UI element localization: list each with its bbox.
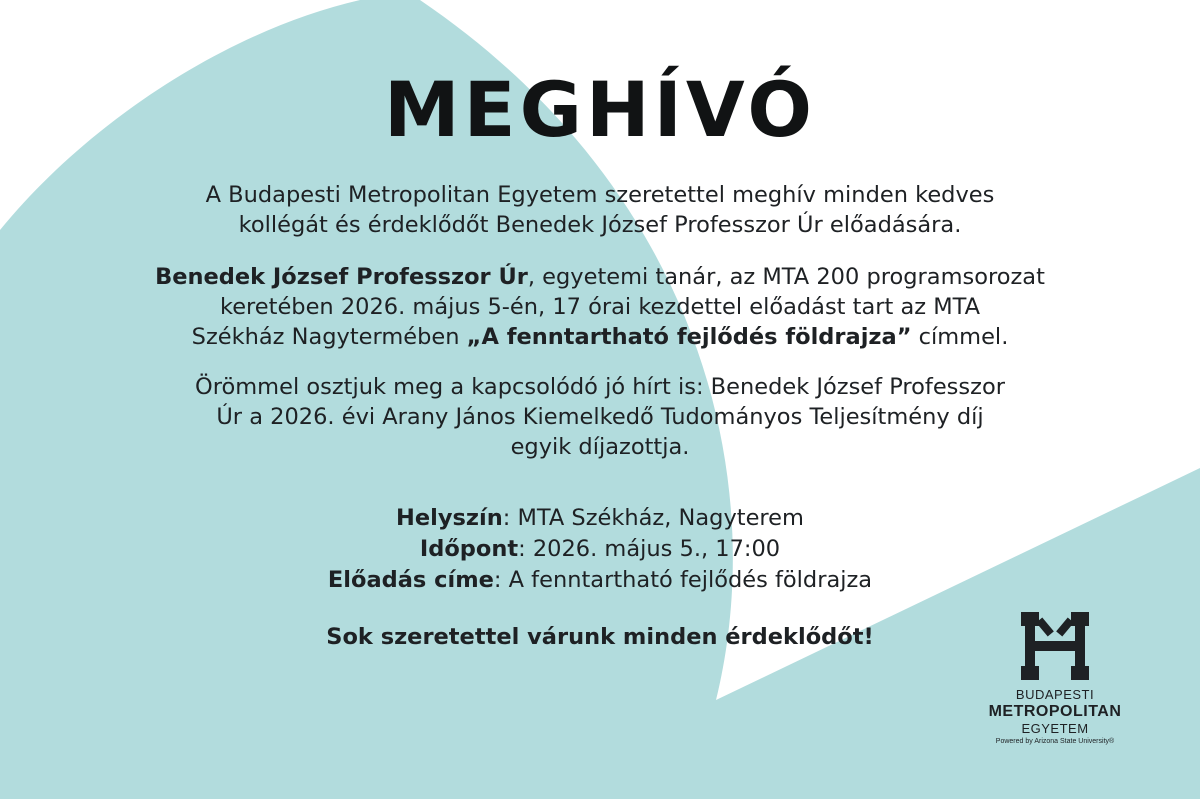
page-title: MEGHÍVÓ (384, 65, 816, 154)
award-line-3: egyik díjazottja. (510, 434, 690, 460)
time-row (140, 534, 1060, 565)
intro-paragraph (140, 180, 1060, 240)
logo-line-3: EGYETEM (1021, 721, 1089, 736)
logo-line-2: METROPOLITAN (988, 703, 1122, 720)
lecture-title-value: : A fenntartható fejlődés földrajza (493, 567, 873, 593)
lecture-paragraph (140, 262, 1060, 352)
closing-line: Sok szeretettel várunk minden érdeklődőt! (326, 624, 874, 650)
location-value: : MTA Székház, Nagyterem (502, 505, 804, 531)
time-label: Időpont (419, 536, 519, 562)
lecture-line-1-text: , egyetemi tanár, az MTA 200 programsorozat (527, 264, 1045, 290)
professor-name: Benedek József Professzor Úr (155, 264, 528, 290)
intro-line-2: kollégát és érdeklődőt Benedek József Professzor Úr előadására. (238, 212, 962, 238)
logo-line-1: BUDAPESTI (1015, 687, 1095, 702)
lecture-line-3-pre: Székház Nagytermében (191, 324, 467, 350)
lecture-title-bold: „A fenntartható fejlődés földrajza” (466, 324, 912, 350)
university-logo (970, 612, 1140, 748)
location-label: Helyszín (396, 505, 503, 531)
intro-line-1: A Budapesti Metropolitan Egyetem szeretettel meghív minden kedves (205, 182, 995, 208)
lecture-title-row (140, 565, 1060, 596)
location-row (140, 503, 1060, 534)
lecture-line-3-post: címmel. (911, 324, 1009, 350)
logo-powered-by: Powered by Arizona State University® (995, 738, 1115, 745)
event-details (140, 503, 1060, 596)
award-line-1: Örömmel osztjuk meg a kapcsolódó jó hírt is: Benedek József Professzor (195, 374, 1005, 400)
metu-m-logo-icon (1021, 612, 1089, 680)
lecture-title-label: Előadás címe (327, 567, 494, 593)
award-paragraph (140, 372, 1060, 462)
time-value: : 2026. május 5., 17:00 (518, 536, 781, 562)
lecture-line-2: keretében 2026. május 5-én, 17 órai kezdettel előadást tart az MTA (219, 294, 981, 320)
award-line-2: Úr a 2026. évi Arany János Kiemelkedő Tudományos Teljesítmény díj (216, 404, 984, 430)
